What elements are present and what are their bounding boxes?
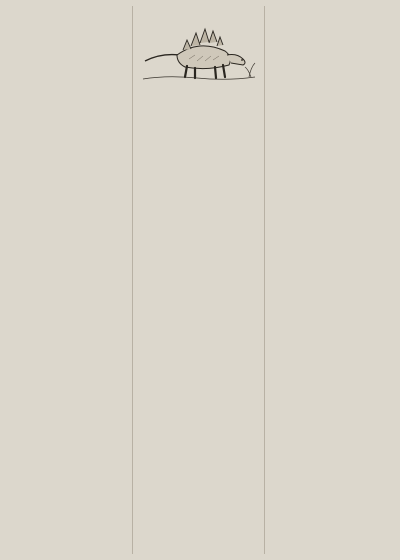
article-column-2 xyxy=(137,6,261,554)
column-rule xyxy=(132,6,133,554)
dinosaur-illustration-icon xyxy=(137,9,261,87)
article-column-1 xyxy=(5,6,129,554)
article-column-3 xyxy=(269,6,395,554)
column-rule xyxy=(264,6,265,554)
